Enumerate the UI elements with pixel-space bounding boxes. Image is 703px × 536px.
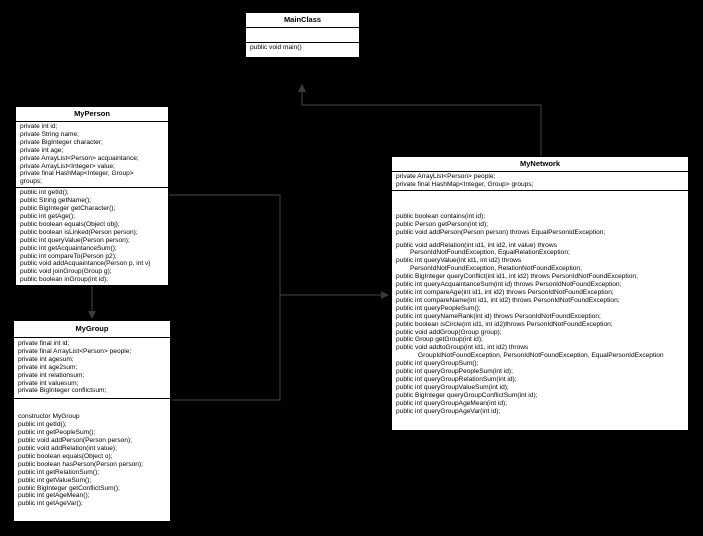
member-line: public BigInteger queryGroupConflictSum(int id); [396,391,538,399]
class-name: MyGroup [14,321,170,338]
person-to-network-connector [168,195,388,295]
member-line: private int age; [20,146,64,154]
myperson-box[interactable] [15,106,169,286]
member-line: public void addRelation(int id1, int id2, int value) throws [396,241,557,249]
member-line: public Person getPerson(int id); [396,220,488,228]
member-line: public int queryGroupPeopleSum(int id); [396,368,513,376]
member-line: public BigInteger getConflictSum(); [18,484,120,492]
class-name: MyPerson [16,107,168,122]
member-line: public int queryGroupAgeMean(int id); [396,399,508,407]
member-line: private final int id; [18,340,70,347]
member-line: public int queryValue(Person person); [20,236,130,244]
member-line: public BigInteger getCharacter(); [20,205,116,213]
methods-section [392,191,688,417]
member-line: private ArrayList<Integer> value; [20,162,115,170]
member-line: public int queryGroupRelationSum(int id); [396,375,517,383]
attributes-section [246,28,359,43]
member-line: public void main() [250,44,302,51]
member-line: public int getAgeVar(); [18,500,83,508]
member-line: private final ArrayList<Person> people; [18,347,132,355]
member-line: private ArrayList<Person> acquaintance; [20,154,139,162]
member-line: GroupIdNotFoundException, PersonIdNotFoundException, EqualPersonIdException [418,352,664,360]
member-line: public int queryAcquaintanceSum(int id) throws PersonIdNotFoundException; [396,281,622,289]
member-line: public int compareAge(int id1, int id2) throws PersonIdNotFoundException; [396,288,614,296]
member-line: public void joinGroup(Group g); [20,268,112,276]
class-name: MainClass [246,13,359,28]
member-line: private int relationsum; [18,371,85,379]
member-line: groups; [20,178,42,186]
attributes-section [14,338,170,399]
member-line: public int compareTo(Person p2); [20,252,117,260]
member-line: public int compareName(int id1, int id2) throws PersonIdNotFoundException; [396,296,620,304]
member-line: public boolean equals(Object o); [18,452,113,460]
member-line: public int getAge(); [20,212,75,220]
group-to-network-connector [172,295,280,400]
member-line: public void addPerson(Person person) throws EqualPersonIdException; [396,228,606,236]
member-line: public boolean isCircle(int id1, int id2)throws PersonIdNotFoundException; [396,320,613,328]
member-line: public boolean equals(Object obj); [20,220,120,228]
member-line: PersonIdNotFoundException, EqualRelationException; [410,249,570,257]
member-line: private String name; [20,130,80,138]
member-line: private int agesum; [18,355,74,363]
member-line: public boolean isLinked(Person person); [20,228,138,236]
member-line: public int getAcquaintanceSum(); [20,244,117,252]
network-to-main-connector [302,85,541,156]
member-line: public int getId(); [18,421,67,429]
member-line: public void addGroup(Group group); [396,328,502,336]
member-line: public int queryValue(int id1, int id2) throws [396,257,522,265]
attributes-section [392,172,688,191]
member-line: public int getPeopleSum(); [18,429,96,437]
member-line: public void addPerson(Person person); [18,437,132,445]
member-line: public void addAcquaintance(Person p, int v) [20,260,151,268]
member-line: public Group getGroup(int id); [396,336,483,344]
member-line: public int queryPeopleSum(); [396,304,481,312]
member-line: public BigInteger queryConflict(int id1, int id2) throws PersonIdNotFoundException; [396,273,638,281]
member-line: public int getId(); [20,189,69,197]
member-line: private ArrayList<Person> people; [396,173,496,180]
member-line: private final HashMap<Integer, Group> groups; [396,180,534,188]
member-line: public boolean hasPerson(Person person); [18,460,143,468]
member-line: public boolean contains(int id); [396,212,486,220]
mynetwork-box[interactable] [391,156,689,431]
member-line: public int getValueSum(); [18,476,92,484]
member-line: private int valuesum; [18,379,79,387]
attributes-section [16,122,168,188]
member-line: public int queryGroupValueSum(int id); [396,383,509,391]
member-line: private int id; [20,123,58,130]
methods-section [14,399,170,509]
methods-section [246,43,359,53]
member-line: private int age2sum; [18,363,78,371]
member-line: constructor MyGroup [18,413,80,421]
member-line: public int queryGroupSum(); [396,360,479,368]
member-line: public int getAgeMean(); [18,492,90,500]
mainclass-box[interactable] [245,12,360,58]
member-line: public void addRelation(int value); [18,444,117,452]
member-line: public int queryGroupAgeVar(int id); [396,407,501,415]
member-line: PersonIdNotFoundException, RelationNotFoundException; [410,265,582,273]
member-line: public boolean inGroup(int id); [20,276,108,284]
member-line: private BigInteger character; [20,138,103,146]
member-line: public int queryNameRank(int id) throws PersonIdNotFoundException; [396,312,601,320]
mygroup-box[interactable] [13,320,171,522]
methods-section [16,188,168,285]
member-line: private BigInteger conflictsum; [18,387,107,395]
member-line: public int getRelationSum(); [18,468,99,476]
member-line: public String getName(); [20,197,92,205]
member-line: public void addtoGroup(int id1, int id2) throws [396,344,529,352]
member-line: private final HashMap<Integer, Group> [20,170,134,178]
class-name: MyNetwork [392,157,688,172]
